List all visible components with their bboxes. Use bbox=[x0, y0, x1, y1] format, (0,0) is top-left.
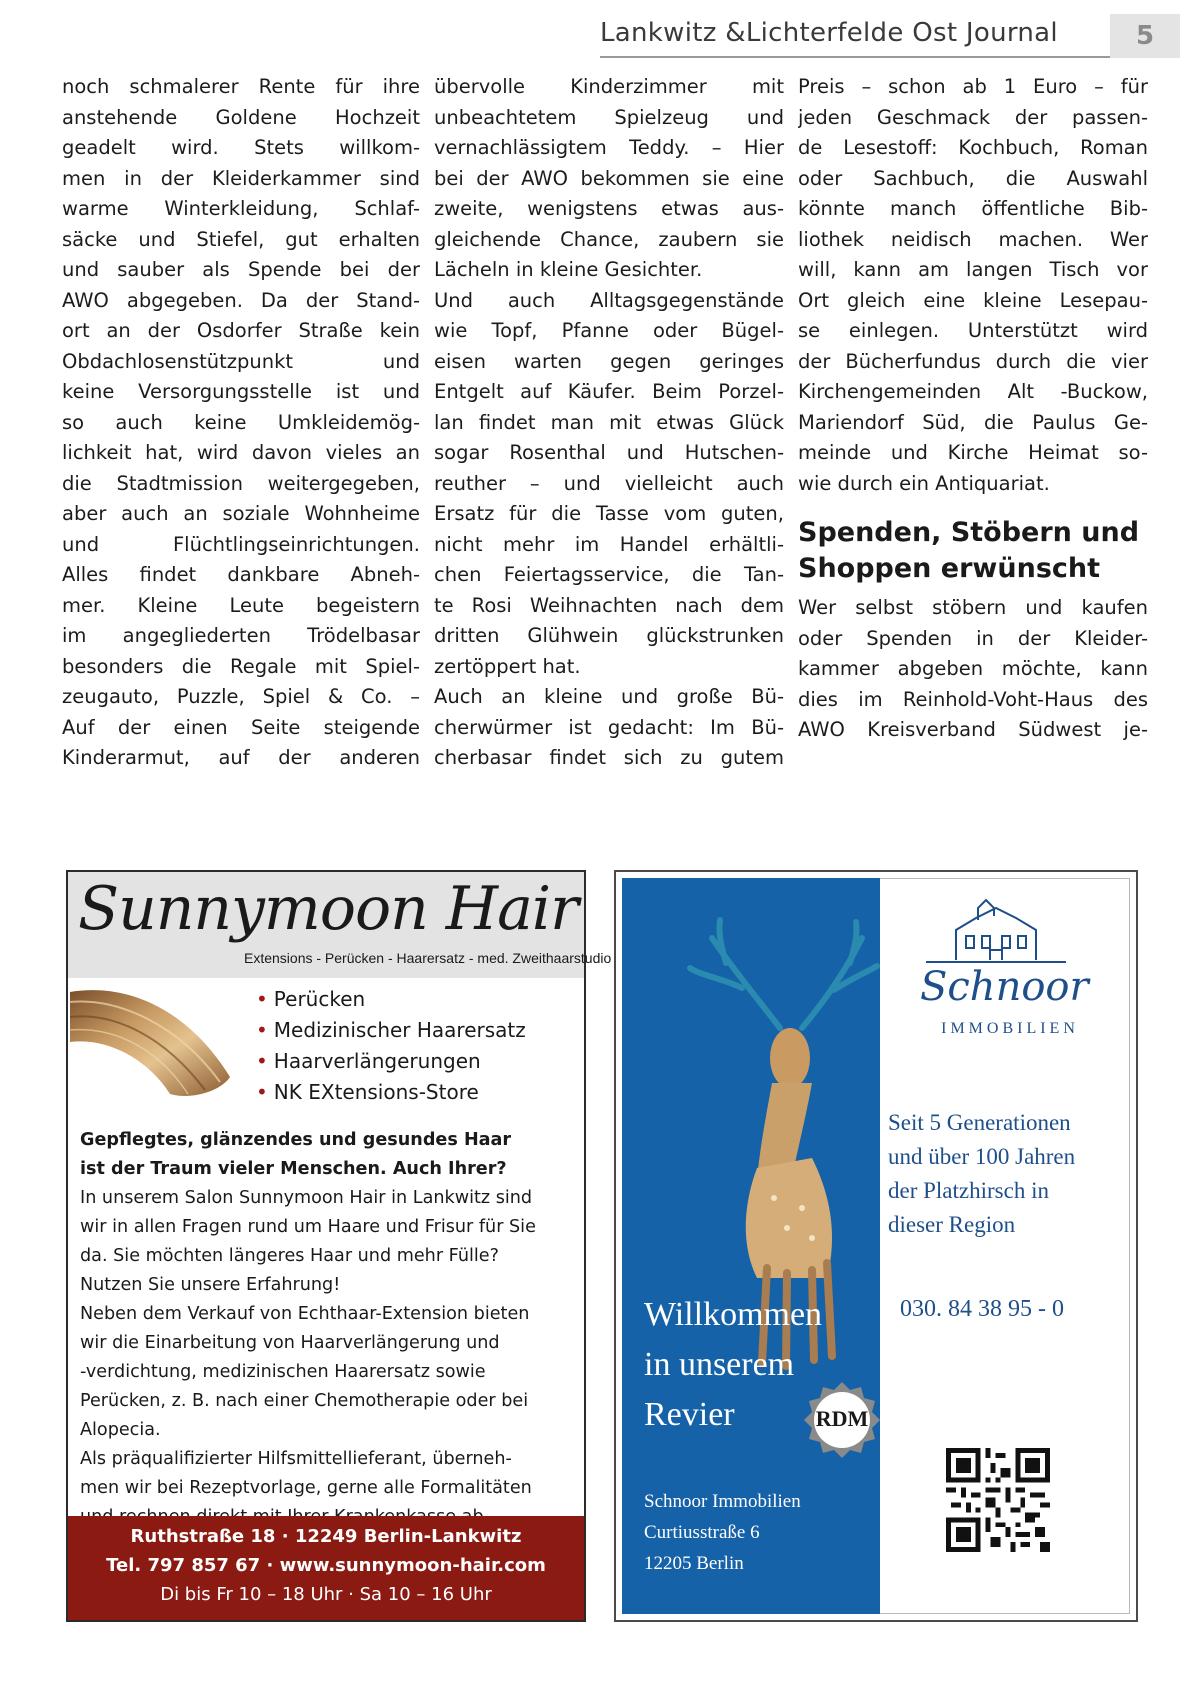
text-line: te Rosi Weihnachten nach dem bbox=[434, 593, 784, 617]
slogan-line: und über 100 Jahren bbox=[888, 1144, 1076, 1169]
text-line: der Bücherfundus durch die vier bbox=[798, 349, 1148, 373]
text-line: säcke und Stiefel, gut erhalten bbox=[62, 227, 420, 251]
text-line: Wer selbst stöbern und kaufen bbox=[798, 596, 1148, 619]
text-line: oder Sachbuch, die Auswahl bbox=[798, 166, 1148, 190]
text-line: im angegliederten Trödelbasar bbox=[62, 624, 420, 647]
text-line: chen Feiertagsservice, die Tan- bbox=[434, 563, 784, 586]
journal-title: Lankwitz &Lichterfelde Ost Journal bbox=[600, 18, 1058, 48]
text-line: so auch keine Umkleidemög- bbox=[62, 410, 420, 434]
schnoor-blue-panel bbox=[622, 878, 880, 1614]
text-line: will, kann am langen Tisch vor bbox=[798, 258, 1148, 281]
text-line: vernachlässigtem Teddy. – Hier bbox=[434, 136, 784, 159]
sunnymoon-opening-hours: Di bis Fr 10 – 18 Uhr · Sa 10 – 16 Uhr bbox=[160, 1584, 492, 1605]
ad-headline-line: Gepflegtes, glänzendes und gesundes Haar bbox=[80, 1130, 512, 1150]
qr-code-icon bbox=[946, 1448, 1050, 1552]
schnoor-phone: 030. 84 38 95 - 0 bbox=[900, 1296, 1064, 1322]
text-line: wie durch ein Antiquariat. bbox=[798, 471, 1050, 495]
sunnymoon-contact-footer bbox=[68, 1516, 584, 1620]
text-line: AWO Kreisverband Südwest je- bbox=[798, 718, 1148, 741]
text-line: dritten Glühwein glückstrunken bbox=[434, 624, 784, 647]
sunnymoon-phone-web: Tel. 797 857 67 · www.sunnymoon-hair.com bbox=[106, 1555, 546, 1576]
article-column-1 bbox=[62, 72, 420, 774]
text-line: Mariendorf Süd, die Paulus Ge- bbox=[798, 410, 1148, 434]
text-line: Preis – schon ab 1 Euro – für bbox=[798, 75, 1148, 98]
service-list bbox=[256, 984, 526, 1108]
text-line: Neben dem Verkauf von Echthaar-Extension bieten bbox=[80, 1304, 530, 1324]
schnoor-address bbox=[644, 1486, 801, 1579]
text-line: men wir bei Rezeptvorlage, gerne alle Formalitäten bbox=[80, 1478, 532, 1498]
text-line: oder Spenden in der Kleider- bbox=[798, 626, 1148, 650]
text-line: könnte manch öffentliche Bib- bbox=[798, 197, 1148, 220]
text-line: sogar Rosenthal und Hutschen- bbox=[434, 441, 784, 464]
text-line: unbeachtetem Spielzeug und bbox=[434, 105, 784, 129]
text-line: Lächeln in kleine Gesichter. bbox=[434, 258, 703, 281]
text-line: noch schmalerer Rente für ihre bbox=[62, 75, 420, 98]
welcome-line: in unserem bbox=[644, 1346, 795, 1383]
sunnymoon-body-text bbox=[80, 1126, 576, 1532]
text-line: da. Sie möchten längeres Haar und mehr Fülle? bbox=[80, 1246, 499, 1266]
text-line: bei der AWO bekommen sie eine bbox=[434, 166, 784, 190]
text-line: lan findet man mit etwas Glück bbox=[434, 410, 784, 434]
text-line: besonders die Regale mit Spiel- bbox=[62, 654, 420, 678]
text-line: meinde und Kirche Heimat so- bbox=[798, 441, 1148, 464]
sunnymoon-tagline: Extensions - Perücken - Haarersatz - med. Zweithaarstudio bbox=[244, 950, 612, 966]
text-line: Alles findet dankbare Abneh- bbox=[62, 563, 420, 586]
text-line: Und auch Alltagsgegenstände bbox=[434, 288, 784, 312]
text-line: anstehende Goldene Hochzeit bbox=[62, 105, 420, 129]
list-item: • Haarverlängerungen bbox=[256, 1049, 481, 1073]
text-line: de Lesestoff: Kochbuch, Roman bbox=[798, 136, 1148, 159]
text-line: dies im Reinhold-Voht-Haus des bbox=[798, 687, 1148, 711]
slogan-line: dieser Region bbox=[888, 1212, 1016, 1237]
text-line: jeden Geschmack der passen- bbox=[798, 105, 1148, 129]
text-line: Auf der einen Seite steigende bbox=[62, 715, 420, 739]
text-line: wir in allen Fragen rund um Haare und Frisur für Sie bbox=[80, 1217, 536, 1237]
section-heading-line: Shoppen erwünscht bbox=[798, 553, 1101, 584]
text-line: Obdachlosenstützpunkt und bbox=[62, 349, 420, 373]
address-line: Curtiusstraße 6 bbox=[644, 1522, 760, 1543]
sunnymoon-address: Ruthstraße 18 · 12249 Berlin-Lankwitz bbox=[130, 1526, 522, 1547]
text-line: AWO abgegeben. Da der Stand- bbox=[62, 288, 420, 312]
text-line: warme Winterkleidung, Schlaf- bbox=[62, 197, 420, 220]
section-heading bbox=[798, 515, 1148, 587]
text-line: lichkeit hat, wird davon vieles an bbox=[62, 441, 420, 464]
text-line: zertöppert hat. bbox=[434, 654, 581, 678]
welcome-line: Revier bbox=[644, 1396, 735, 1433]
article-column-2 bbox=[434, 72, 784, 774]
article-column-3 bbox=[798, 72, 1148, 746]
text-line: Ersatz für die Tasse vom guten, bbox=[434, 502, 784, 525]
list-item: • Perücken bbox=[256, 987, 366, 1011]
header-rule bbox=[600, 56, 1120, 58]
text-line: liothek neidisch machen. Wer bbox=[798, 227, 1148, 251]
text-line: nicht mehr im Handel erhältli- bbox=[434, 532, 784, 556]
text-line: ort an der Osdorfer Straße kein bbox=[62, 319, 420, 342]
text-line: die Stadtmission weitergegeben, bbox=[62, 471, 420, 495]
text-line: und Flüchtlingseinrichtungen. bbox=[62, 532, 420, 556]
slogan-line: der Platzhirsch in bbox=[888, 1178, 1049, 1203]
schnoor-welcome bbox=[644, 1290, 822, 1440]
sunnymoon-logo-banner bbox=[68, 872, 612, 978]
text-line: eisen warten gegen geringes bbox=[434, 349, 784, 373]
text-line: kammer abgeben möchte, kann bbox=[798, 657, 1148, 680]
text-line: und sauber als Spende bei der bbox=[62, 258, 420, 281]
text-line: Perücken, z. B. nach einer Chemotherapie oder bei bbox=[80, 1391, 529, 1411]
text-line: geadelt wird. Stets willkom- bbox=[62, 136, 420, 159]
list-item: • Medizinischer Haarersatz bbox=[256, 1018, 526, 1042]
text-line: Kirchengemeinden Alt -Buckow, bbox=[798, 380, 1148, 403]
schnoor-slogan bbox=[888, 1106, 1128, 1242]
text-line: reuther – und vielleicht auch bbox=[434, 471, 784, 495]
text-line: Alopecia. bbox=[80, 1420, 161, 1440]
text-line: men in der Kleiderkammer sind bbox=[62, 166, 420, 190]
text-line: cherbasar findet sich zu gutem bbox=[434, 746, 784, 769]
page-number: 5 bbox=[1110, 14, 1180, 58]
text-line: -verdichtung, medizinischen Haarersatz sowie bbox=[80, 1362, 486, 1382]
text-line: aber auch an soziale Wohnheime bbox=[62, 502, 420, 525]
welcome-line: Willkommen bbox=[644, 1296, 823, 1333]
text-line: wie Topf, Pfanne oder Bügel- bbox=[434, 319, 784, 342]
hair-strand-image bbox=[70, 982, 238, 1102]
sunnymoon-hair-ad bbox=[66, 870, 612, 1622]
sunnymoon-logo: Sunnymoon Hair bbox=[78, 874, 578, 944]
schnoor-brand-subtitle: IMMOBILIEN bbox=[941, 1020, 1079, 1037]
slogan-line: Seit 5 Generationen bbox=[888, 1110, 1071, 1135]
schnoor-brand-name: Schnoor bbox=[920, 964, 1089, 1010]
text-line: Kinderarmut, auf der anderen bbox=[62, 746, 420, 769]
section-heading-line: Spenden, Stöbern und bbox=[798, 517, 1140, 548]
text-line: Nutzen Sie unsere Erfahrung! bbox=[80, 1275, 341, 1295]
text-line: zeugauto, Puzzle, Spiel & Co. – bbox=[62, 685, 420, 708]
text-line: wir die Einarbeitung von Haarverlängerung und bbox=[80, 1333, 500, 1353]
list-item: • NK EXtensions-Store bbox=[256, 1080, 479, 1104]
text-line: Ort gleich eine kleine Lesepau- bbox=[798, 288, 1148, 312]
address-line: Schnoor Immobilien bbox=[644, 1491, 801, 1512]
text-line: keine Versorgungsstelle ist und bbox=[62, 380, 420, 403]
text-line: In unserem Salon Sunnymoon Hair in Lankwitz sind bbox=[80, 1188, 533, 1208]
text-line: zweite, wenigstens etwas aus- bbox=[434, 197, 784, 220]
address-line: 12205 Berlin bbox=[644, 1553, 744, 1574]
text-line: Als präqualifizierter Hilfsmittellieferant, überneh- bbox=[80, 1449, 512, 1469]
text-line: Entgelt auf Käufer. Beim Porzel- bbox=[434, 380, 784, 403]
text-line: mer. Kleine Leute begeistern bbox=[62, 593, 420, 617]
rdm-seal-label: RDM bbox=[815, 1406, 869, 1431]
text-line: übervolle Kinderzimmer mit bbox=[434, 75, 784, 98]
text-line: se einlegen. Unterstützt wird bbox=[798, 319, 1148, 342]
text-line: cherwürmer ist gedacht: Im Bü- bbox=[434, 715, 784, 739]
text-line: Auch an kleine und große Bü- bbox=[434, 685, 784, 708]
schnoor-immobilien-ad bbox=[614, 870, 1138, 1622]
text-line: gleichende Chance, zaubern sie bbox=[434, 227, 784, 251]
ad-headline-line: ist der Traum vieler Menschen. Auch Ihrer? bbox=[80, 1159, 507, 1179]
